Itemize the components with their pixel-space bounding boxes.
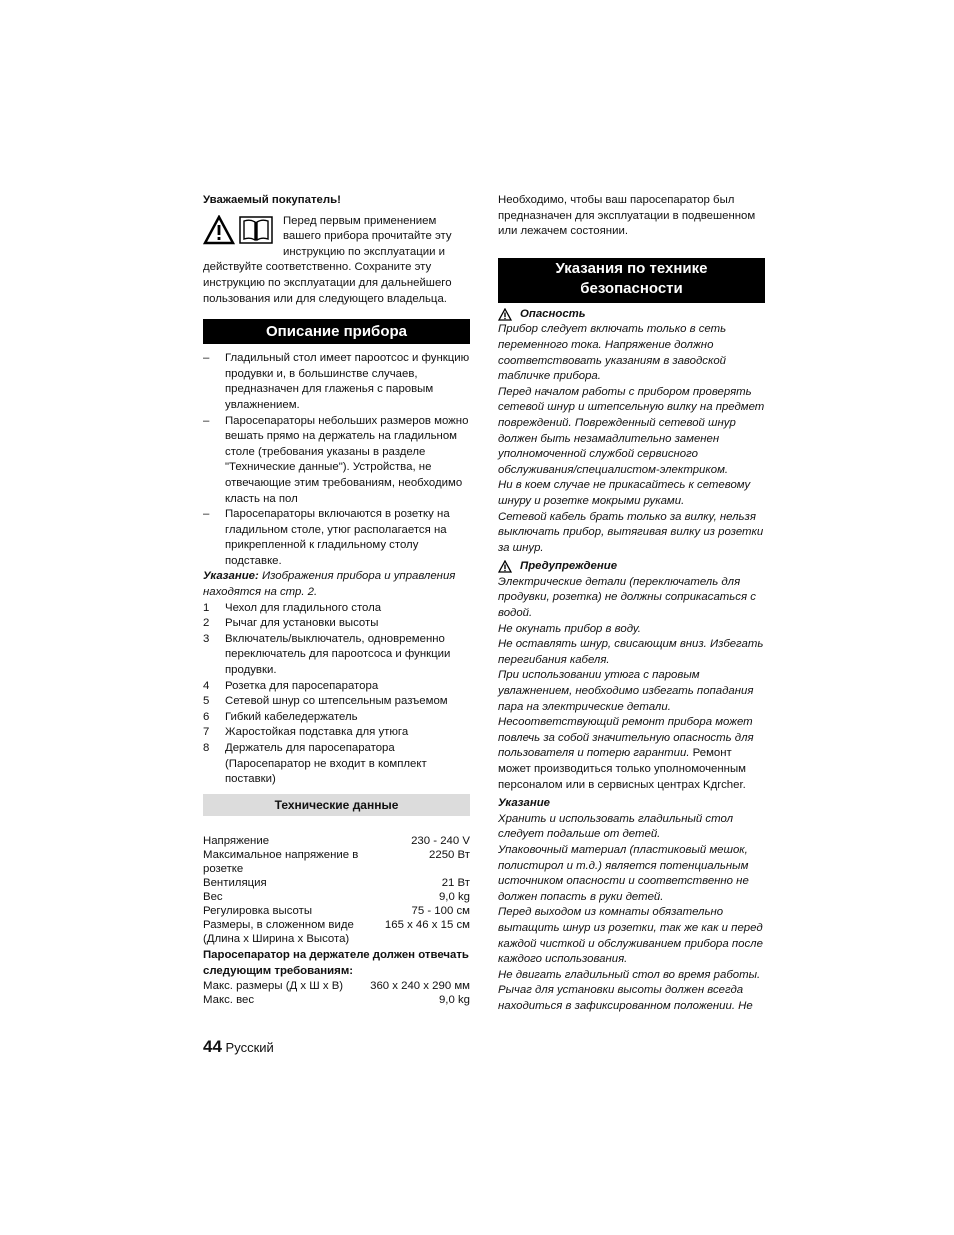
intro-icons: [203, 214, 275, 246]
warning-text: Электрические детали (переключатель для продувки, розетка) не должны соприкасаться с водой. Не окунать прибор в воду. Не оставлять шнур, свисающим вниз. Избегать перегибания кабеля. При использовании утюга с паровым увлажнением, необходимо избегать попадания пара на электрические детали. Несоответствующий ремонт прибора может повлечь за собой значительную опасность для пользователя и потерю гарантии. Ремонт может производиться только уполномоченным персоналом или в сервисных центрах Kдrcher.: [498, 575, 764, 791]
manual-book-icon: [239, 215, 273, 245]
tech-requirements-note: Паросепаратор на держателе должен отвечать следующим требованиям:: [203, 948, 469, 977]
page-footer: [203, 1039, 274, 1056]
table-row: Максимальное напряжение в розетке 2250 Вт: [203, 848, 470, 875]
danger-text: Прибор следует включать только в сеть переменного тока. Напряжение должно соответствовать указаниям в заводской табличке прибора. Перед началом работы с прибором проверять сетевой шнур и штепсельную вилку на предмет повреждений. Поврежденный сетевой шнур должен быть незамадлительно заменен уполномоченной службой сервисного обслуживания/специалистом-электриком. Ни в коем случае не прикасайтесь к сетевому шнуру и розетке мокрыми руками. Сетевой кабель брать только за вилку, нельзя выключать прибор, вытягивая вилку из розетки за шнур.: [498, 323, 765, 554]
note-text: Изображения прибора и управления находятся на стр. 2.: [203, 570, 456, 599]
note-heading: Указание: [498, 797, 550, 810]
note-label: Указание:: [203, 570, 259, 583]
section-title-description: Описание прибора: [203, 319, 470, 344]
warning-icon: [203, 215, 235, 245]
left-column: [203, 193, 470, 1007]
table-row: Регулировка высоты 75 - 100 см: [203, 904, 470, 917]
list-item: 4 Розетка для паросепаратора: [203, 679, 379, 692]
page-number: 44: [203, 1037, 222, 1056]
note-text: Хранить и использовать гладильный стол следует подальше от детей. Упаковочный материал (пластиковый мешок, полистирол и т.д.) является потенциальным источником опасности и соответственно не должен попасть в руки детей. Перед выходом из комнаты обязательно вытащить шнур из розетки, так же как и перед каждой чисткой и обслуживанием прибора после каждого использования. Не двигать гладильный стол во время работы. Рычаг для установки высоты должен всегда находиться в зафиксированном положении. Не: [498, 812, 763, 1012]
list-item: 3 Включатель/выключатель, одновременно переключатель для пароотсоса и функции продувки.: [203, 632, 451, 677]
list-item: 7 Жаростойкая подставка для утюга: [203, 726, 409, 739]
list-item: 6 Гибкий кабеледержатель: [203, 710, 358, 723]
description-bullets: [203, 351, 470, 569]
parts-list: [203, 601, 470, 788]
warning-icon: [498, 308, 512, 321]
table-row: Макс. размеры (Д x Ш x В) 360 x 240 x 290 мм: [203, 979, 470, 992]
section-title-safety: Указания по технике безопасности: [498, 258, 765, 303]
table-row: Вес 9,0 kg: [203, 890, 470, 903]
list-item: – Гладильный стол имеет пароотсос и функцию продувки и, в большинстве случаев, предназначен для глаженья с паровым увлажнением.: [203, 352, 470, 411]
list-item: – Паросепараторы небольших размеров можно вешать прямо на держатель на гладильном столе (требования указаны в разделе "Технические данные"). Устройства, не отвечающие этим требованиям, необходимо класть на пол: [203, 414, 469, 505]
right-intro-text: Необходимо, чтобы ваш паросепаратор был предназначен для эксплуатации в подвешенном или лежачем состоянии.: [498, 194, 756, 238]
greeting: Уважаемый покупатель!: [203, 194, 341, 206]
table-row: Размеры, в сложенном виде (Длина x Ширина x Высота) 165 x 46 x 15 см: [203, 918, 470, 945]
list-item: 1 Чехол для гладильного стола: [203, 601, 382, 614]
warning-heading: Предупреждение: [498, 559, 765, 575]
danger-heading: Опасность: [498, 307, 765, 323]
table-row: Напряжение 230 - 240 V: [203, 834, 470, 847]
table-row: Вентиляция 21 Вт: [203, 876, 470, 889]
section-title-tech-data: Технические данные: [203, 794, 470, 816]
intro-text: Перед первым применением вашего прибора прочитайте эту инструкцию по эксплуатации и действуйте соответственно. Сохраните эту инструкцию по эксплуатации для дальнейшего пользования или для следующего владельца.: [203, 214, 452, 305]
list-item: – Паросепараторы включаются в розетку на гладильном столе, утюг располагается на прикрепленной к гладильному столу подставке.: [203, 508, 450, 567]
right-column: [498, 193, 765, 1015]
list-item: 8 Держатель для паросепаратора (Паросепаратор не входит в комплект поставки): [203, 742, 427, 786]
footer-language: Русский: [225, 1040, 274, 1055]
table-row: Макс. вес 9,0 kg: [203, 993, 470, 1006]
list-item: 5 Сетевой шнур со штепсельным разъемом: [203, 695, 448, 708]
tech-data-table: [203, 834, 470, 1007]
list-item: 2 Рычаг для установки высоты: [203, 617, 379, 630]
warning-icon: [498, 560, 512, 573]
note: [203, 569, 470, 600]
intro-block: [203, 214, 470, 308]
